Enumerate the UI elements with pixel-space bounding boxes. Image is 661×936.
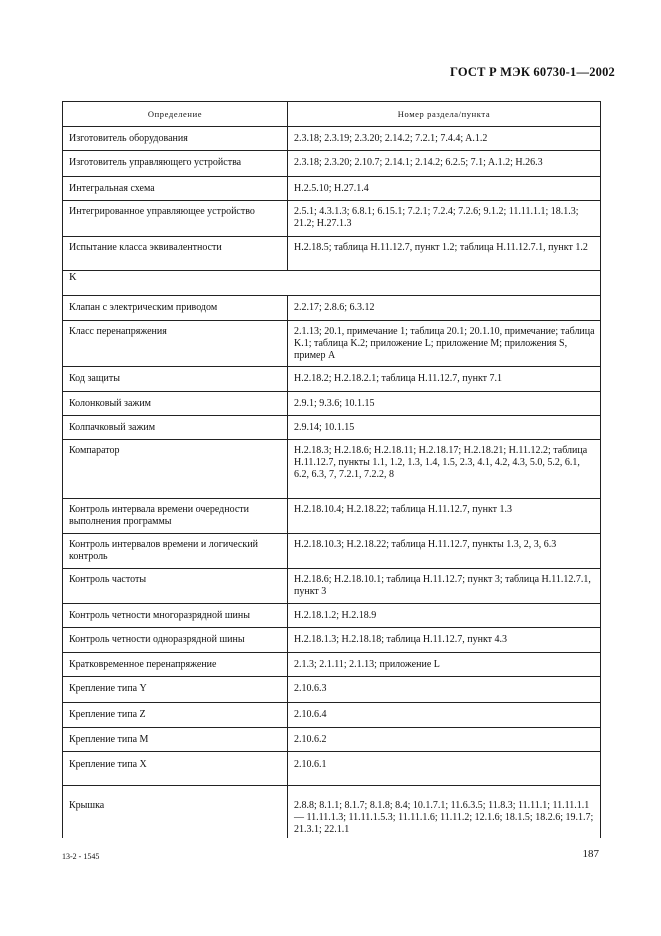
term-cell: Контроль интервала времени очередности выполнения программы xyxy=(63,499,288,534)
section-letter: К xyxy=(63,271,601,296)
refs-cell: H.2.18.10.4; H.2.18.22; таблица H.11.12.7, пункт 1.3 xyxy=(288,499,601,534)
term-cell: Контроль четности одноразрядной шины xyxy=(63,628,288,653)
table-row xyxy=(63,416,601,440)
refs-cell: H.2.18.1.3; H.2.18.18; таблица H.11.12.7, пункт 4.3 xyxy=(288,628,601,653)
column-header-definition: Определение xyxy=(63,102,288,127)
table-row xyxy=(63,321,601,367)
refs-cell: 2.9.14; 10.1.15 xyxy=(288,416,601,440)
page-number: 187 xyxy=(582,848,599,860)
table-row xyxy=(63,728,601,752)
term-cell: Контроль частоты xyxy=(63,569,288,604)
table-row xyxy=(63,237,601,271)
term-cell: Интегральная схема xyxy=(63,177,288,201)
table-row xyxy=(63,569,601,604)
refs-cell: H.2.18.3; H.2.18.6; H.2.18.11; H.2.18.17; H.2.18.21; H.11.12.2; таблица H.11.12.7, пункты 1.1, 1.2, 1.3, 1.4, 1.5, 2.3, 4.1, 4.2, 4.3, 5.0, 5.2, 6.1, 6.2, 6.3, 7, 7.2.1, 7.2.2, 8 xyxy=(288,440,601,499)
refs-cell: 2.10.6.2 xyxy=(288,728,601,752)
term-cell: Крепление типа M xyxy=(63,728,288,752)
column-header-section-number: Номер раздела/пункта xyxy=(288,102,601,127)
print-code: 13-2 - 1545 xyxy=(62,852,100,861)
refs-cell: 2.8.8; 8.1.1; 8.1.7; 8.1.8; 8.4; 10.1.7.1; 11.6.3.5; 11.8.3; 11.11.1; 11.11.1.1 — 11.11.1.3; 11.11.1.5.3; 11.11.1.6; 11.11.2; 12.1.6; 18.1.5; 18.2.6; 19.1.7; 21.3.1; 22.1.1 xyxy=(288,786,601,838)
term-cell: Испытание класса эквивалентности xyxy=(63,237,288,271)
refs-cell: H.2.18.5; таблица H.11.12.7, пункт 1.2; таблица H.11.12.7.1, пункт 1.2 xyxy=(288,237,601,271)
term-cell: Изготовитель управляющего устройства xyxy=(63,151,288,177)
table-row xyxy=(63,201,601,237)
table-row xyxy=(63,677,601,703)
table-row xyxy=(63,127,601,151)
term-cell: Крышка xyxy=(63,786,288,838)
refs-cell: H.2.18.1.2; H.2.18.9 xyxy=(288,604,601,628)
term-cell: Крепление типа Z xyxy=(63,703,288,728)
term-cell: Колонковый зажим xyxy=(63,392,288,416)
table-row xyxy=(63,653,601,677)
refs-cell: H.2.18.10.3; H.2.18.22; таблица H.11.12.7, пункты 1.3, 2, 3, 6.3 xyxy=(288,534,601,569)
refs-cell: 2.10.6.3 xyxy=(288,677,601,703)
table-row xyxy=(63,628,601,653)
table-header-row xyxy=(63,102,601,127)
refs-cell: H.2.18.2; H.2.18.2.1; таблица H.11.12.7, пункт 7.1 xyxy=(288,367,601,392)
table-row xyxy=(63,786,601,838)
table-row xyxy=(63,177,601,201)
table-row xyxy=(63,151,601,177)
refs-cell: 2.10.6.4 xyxy=(288,703,601,728)
refs-cell: 2.1.3; 2.1.11; 2.1.13; приложение L xyxy=(288,653,601,677)
refs-cell: 2.9.1; 9.3.6; 10.1.15 xyxy=(288,392,601,416)
term-cell: Кратковременное перенапряжение xyxy=(63,653,288,677)
table-row xyxy=(63,296,601,321)
term-cell: Клапан с электрическим приводом xyxy=(63,296,288,321)
refs-cell: 2.3.18; 2.3.19; 2.3.20; 2.14.2; 7.2.1; 7.4.4; A.1.2 xyxy=(288,127,601,151)
document-header-title: ГОСТ Р МЭК 60730-1—2002 xyxy=(450,65,615,79)
refs-cell: 2.10.6.1 xyxy=(288,752,601,786)
term-cell: Компаратор xyxy=(63,440,288,499)
refs-cell: 2.5.1; 4.3.1.3; 6.8.1; 6.15.1; 7.2.1; 7.2.4; 7.2.6; 9.1.2; 11.11.1.1; 18.1.3; 21.2; H.27.1.3 xyxy=(288,201,601,237)
table-row xyxy=(63,534,601,569)
table-row xyxy=(63,499,601,534)
refs-cell: 2.1.13; 20.1, примечание 1; таблица 20.1; 20.1.10, примечание; таблица K.1; таблица K.2; приложение L; приложение M; приложения S, пример A xyxy=(288,321,601,367)
table-row xyxy=(63,367,601,392)
index-table xyxy=(62,101,601,838)
table-row xyxy=(63,392,601,416)
table-row xyxy=(63,604,601,628)
section-letter-row xyxy=(63,271,601,296)
term-cell: Контроль интервалов времени и логический контроль xyxy=(63,534,288,569)
refs-cell: H.2.18.6; H.2.18.10.1; таблица H.11.12.7; пункт 3; таблица H.11.12.7.1, пункт 3 xyxy=(288,569,601,604)
term-cell: Код защиты xyxy=(63,367,288,392)
table-row xyxy=(63,440,601,499)
table-row xyxy=(63,703,601,728)
term-cell: Класс перенапряжения xyxy=(63,321,288,367)
term-cell: Колпачковый зажим xyxy=(63,416,288,440)
term-cell: Контроль четности многоразрядной шины xyxy=(63,604,288,628)
table-row xyxy=(63,752,601,786)
term-cell: Крепление типа X xyxy=(63,752,288,786)
refs-cell: 2.3.18; 2.3.20; 2.10.7; 2.14.1; 2.14.2; 6.2.5; 7.1; A.1.2; H.26.3 xyxy=(288,151,601,177)
term-cell: Интегрированное управляющее устройство xyxy=(63,201,288,237)
term-cell: Крепление типа Y xyxy=(63,677,288,703)
refs-cell: 2.2.17; 2.8.6; 6.3.12 xyxy=(288,296,601,321)
term-cell: Изготовитель оборудования xyxy=(63,127,288,151)
refs-cell: H.2.5.10; H.27.1.4 xyxy=(288,177,601,201)
